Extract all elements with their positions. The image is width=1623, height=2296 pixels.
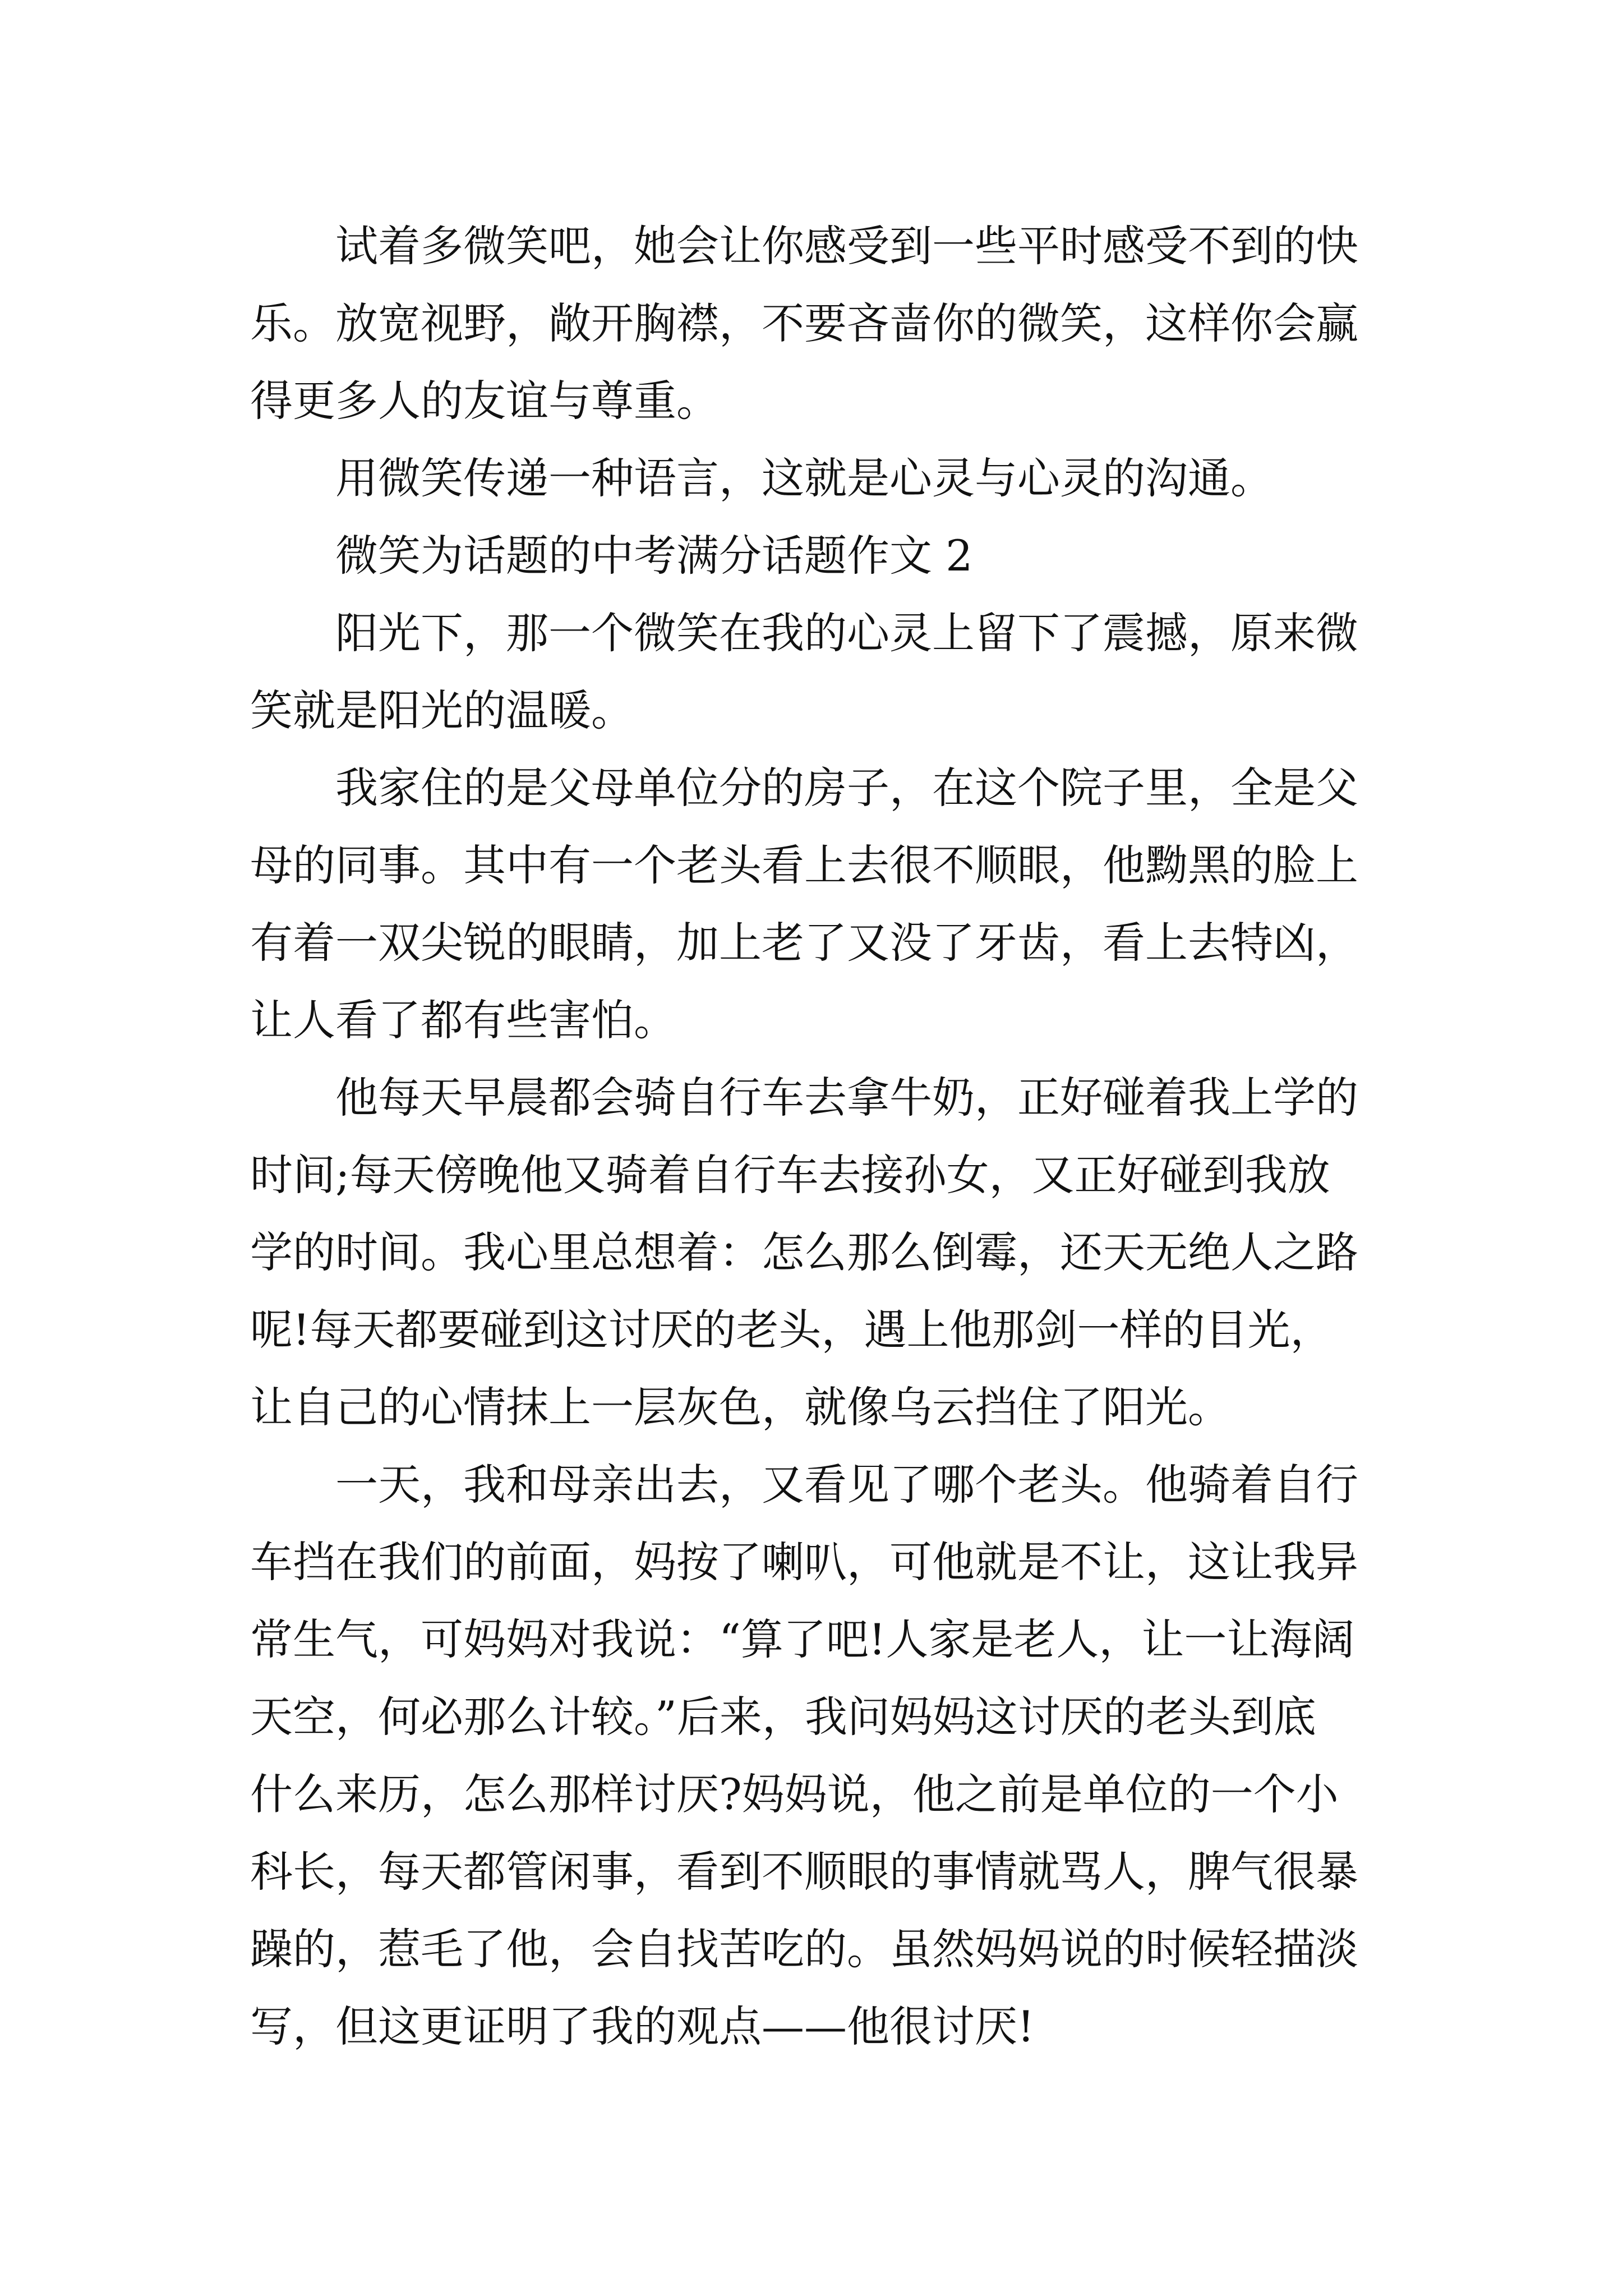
text-line: 写，但这更证明了我的观点——他很讨厌! xyxy=(250,2001,1035,2051)
text-line: 常生气，可妈妈对我说：“算了吧!人家是老人，让一让海阔 xyxy=(250,1614,1355,1664)
text-line: 躁的，惹毛了他，会自找苦吃的。虽然妈妈说的时候轻描淡 xyxy=(250,1924,1358,1974)
text-line: 笑就是阳光的温暖。 xyxy=(250,685,634,735)
text-line: 一天，我和母亲出去，又看见了哪个老头。他骑着自行 xyxy=(335,1460,1358,1510)
text-line: 呢!每天都要碰到这讨厌的老头，遇上他那剑一样的目光， xyxy=(250,1305,1333,1355)
document-body xyxy=(250,208,1394,2065)
text-line: 试着多微笑吧，她会让你感受到一些平时感受不到的快 xyxy=(335,221,1358,271)
text-line: 让人看了都有些害怕。 xyxy=(250,995,676,1045)
text-line: 乐。放宽视野，敞开胸襟，不要吝啬你的微笑，这样你会赢 xyxy=(250,298,1358,348)
text-line: 他每天早晨都会骑自行车去拿牛奶，正好碰着我上学的 xyxy=(335,1073,1358,1122)
text-line: 什么来历，怎么那样讨厌?妈妈说，他之前是单位的一个小 xyxy=(250,1769,1339,1819)
text-line: 阳光下，那一个微笑在我的心灵上留下了震撼，原来微 xyxy=(335,608,1358,658)
text-line: 车挡在我们的前面，妈按了喇叭，可他就是不让，这让我异 xyxy=(250,1537,1358,1587)
text-line: 得更多人的友谊与尊重。 xyxy=(250,376,719,426)
text-line: 天空，何必那么计较。”后来，我问妈妈这讨厌的老头到底 xyxy=(250,1692,1316,1742)
text-line: 科长，每天都管闲事，看到不顺眼的事情就骂人，脾气很暴 xyxy=(250,1847,1358,1897)
text-line: 让自己的心情抹上一层灰色，就像乌云挡住了阳光。 xyxy=(250,1382,1230,1432)
text-line: 我家住的是父母单位分的房子，在这个院子里，全是父 xyxy=(335,763,1358,813)
section-heading: 微笑为话题的中考满分话题作文 2 xyxy=(335,531,973,581)
text-line: 学的时间。我心里总想着：怎么那么倒霉，还天无绝人之路 xyxy=(250,1227,1358,1277)
text-line: 用微笑传递一种语言，这就是心灵与心灵的沟通。 xyxy=(335,453,1273,503)
text-line: 有着一双尖锐的眼睛，加上老了又没了牙齿，看上去特凶， xyxy=(250,918,1358,968)
text-line: 母的同事。其中有一个老头看上去很不顺眼，他黝黑的脸上 xyxy=(250,840,1358,890)
text-line: 时间;每天傍晚他又骑着自行车去接孙女，又正好碰到我放 xyxy=(250,1150,1330,1200)
